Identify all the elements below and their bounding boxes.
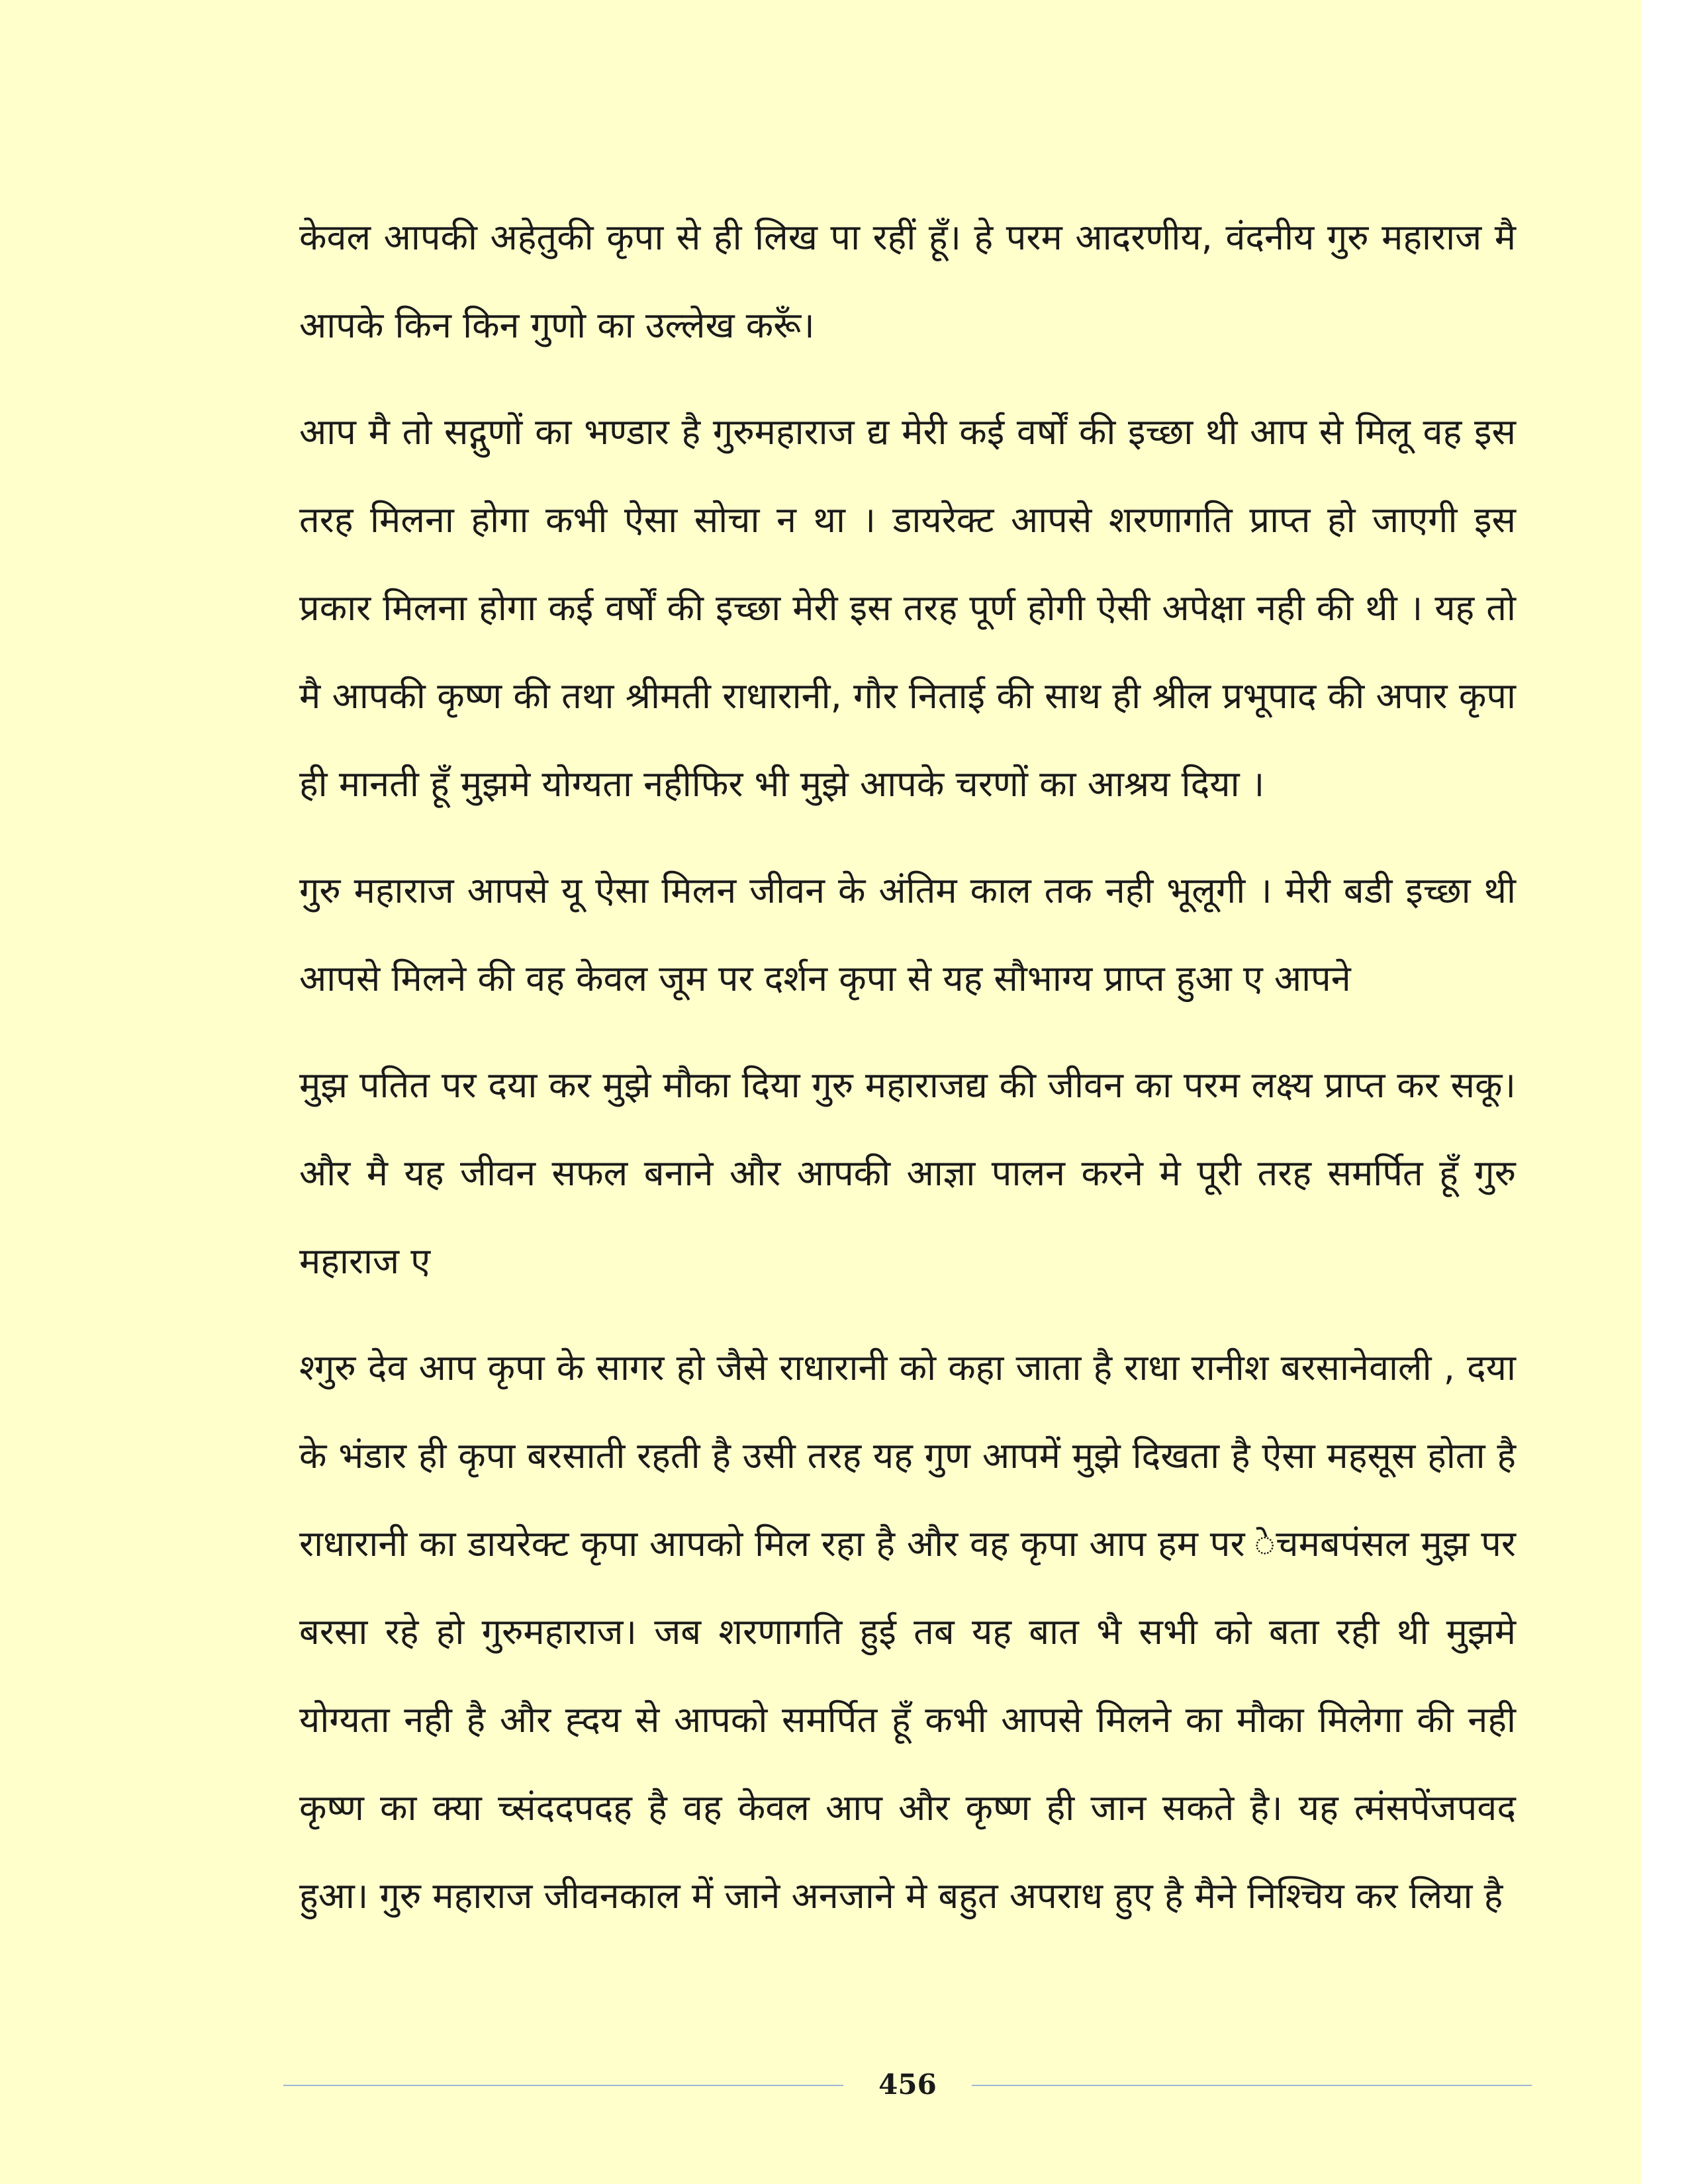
page-number: 456 xyxy=(878,2068,937,2101)
paragraph-2: आप मै तो सद्गुणों का भण्डार है गुरुमहाराज द्य मेरी कई वर्षों की इच्छा थी आप से मिलू वह इस तरह मिलना होगा कभी ऐसा सोचा न था । डायरेक्ट आपसे शरणागति प्राप्त हो जाएगी इस प्रकार मिलना होगा कई वर्षों की इच्छा मेरी इस तरह पूर्ण होगी ऐसी अपेक्षा नही की थी । यह तो मै आपकी कृष्ण की तथा श्रीमती राधारानी, गौर निताई की साथ ही श्रील प्रभूपाद की अपार कृपा ही मानती हूँ मुझमे योग्यता नहीफिर भी मुझे आपके चरणों का आश्रय दिया । xyxy=(299,411,1516,805)
paragraph-5: श्गुरु देव आप कृपा के सागर हो जैसे राधारानी को कहा जाता है राधा रानीश बरसानेवाली , दया के भंडार ही कृपा बरसाती रहती है उसी तरह यह गुण आपमें मुझे दिखता है ऐसा महसूस होता है राधारानी का डायरेक्ट कृपा आपको मिल रहा है और वह कृपा आप हम पर ेचमबपंसल मुझ पर बरसा रहे हो गुरुमहाराज। जब शरणागति हुई तब यह बात भै सभी को बता रही थी मुझमे योग्यता नही है और ह्दय से आपको समर्पित हूँ कभी आपसे मिलने का मौका मिलेगा की नही कृष्ण का क्या च्संददपदह है वह केवल आप और कृष्ण ही जान सकते है। यह त्मंसपेंजपवद हुआ। गुरु महाराज जीवनकाल में जाने अनजाने मे बहुत अपराध हुए है मैने निश्चिय कर लिया है xyxy=(299,1347,1516,1917)
footer-rule-left xyxy=(283,2085,843,2086)
page-footer xyxy=(283,2064,1532,2110)
paragraph-1: केवल आपकी अहेतुकी कृपा से ही लिख पा रहीं हूँ। हे परम आदरणीय, वंदनीय गुरु महाराज मै आपके किन किन गुणो का उल्लेख करूँ। xyxy=(299,216,1516,346)
paragraph-3: गुरु महाराज आपसे यू ऐसा मिलन जीवन के अंतिम काल तक नही भूलूगी । मेरी बडी इच्छा थी आपसे मिलने की वह केवल जूम पर दर्शन कृपा से यह सौभाग्य प्राप्त हुआ ए आपने xyxy=(299,870,1516,999)
document-body xyxy=(299,193,1516,1958)
footer-rule-right xyxy=(972,2085,1532,2086)
paragraph-4: मुझ पतित पर दया कर मुझे मौका दिया गुरु महाराजद्य की जीवन का परम लक्ष्य प्राप्त कर सकू। और मै यह जीवन सफल बनाने और आपकी आज्ञा पालन करने मे पूरी तरह समर्पित हूँ गुरु महाराज ए xyxy=(299,1064,1516,1282)
